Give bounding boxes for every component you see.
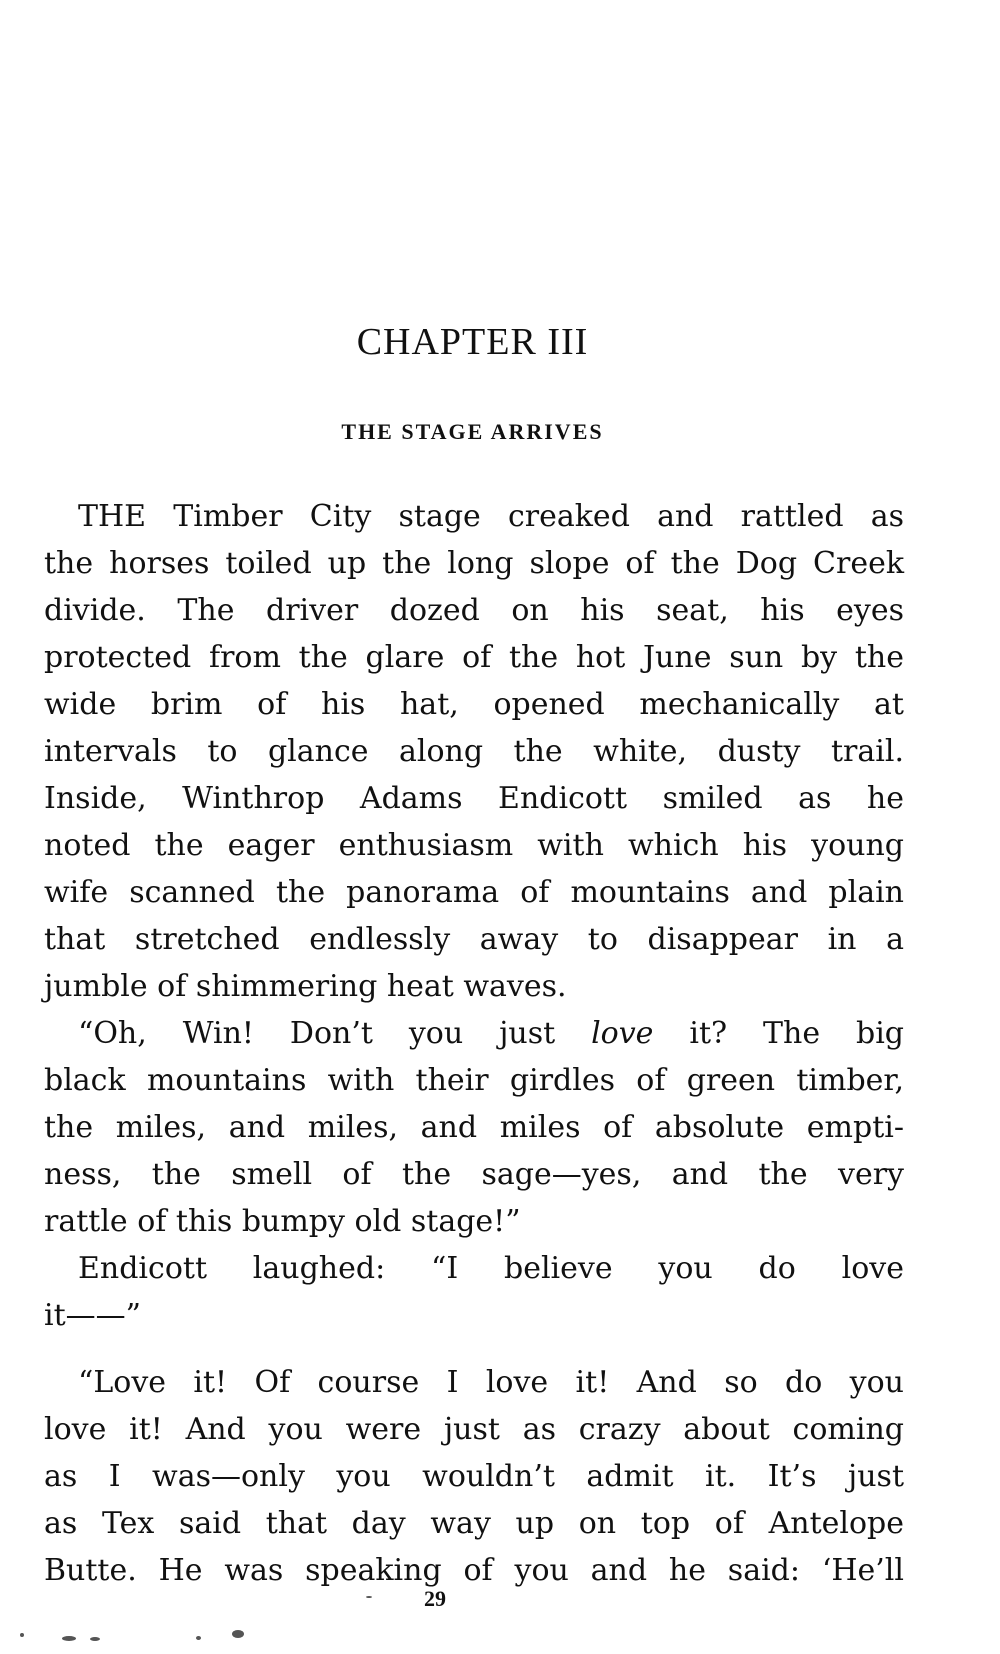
text-line: love it! And you were just as crazy about coming [44,1412,904,1447]
text-line: Endicott laughed: “I believe you do love [78,1251,904,1286]
text-line: rattle of this bumpy old stage!” [44,1204,521,1239]
paragraph [44,1245,904,1339]
paragraph-gap [44,1339,904,1359]
text-line: it——” [44,1298,141,1333]
text-line: as Tex said that day way up on top of Antelope [44,1506,904,1541]
emphasized-word: love [591,1016,654,1051]
text-line: Inside, Winthrop Adams Endicott smiled as he [44,781,904,816]
text-line: that stretched endlessly away to disappear in a [44,922,904,957]
page-number: 29 [424,1586,446,1611]
text-line: the horses toiled up the long slope of the Dog Creek [44,546,904,581]
opening-word: THE [78,499,147,534]
text-line: black mountains with their girdles of green timber, [44,1063,904,1098]
paragraph [44,1010,904,1245]
text-line: as I was—only you wouldn’t admit it. It’s just [44,1459,904,1494]
text-line [44,1010,904,1057]
scan-speck [366,1596,372,1598]
text-line: Butte. He was speaking of you and he said: ‘He’ll [44,1553,904,1588]
text-line: wide brim of his hat, opened mechanically at [44,687,904,722]
text-line: wife scanned the panorama of mountains and plain [44,875,904,910]
text-line: intervals to glance along the white, dusty trail. [44,734,904,769]
text-line: divide. The driver dozed on his seat, his eyes [44,593,904,628]
text-line: the miles, and miles, and miles of absolute empti- [44,1110,904,1145]
paragraph [44,1359,904,1594]
text-line: ness, the smell of the sage—yes, and the very [44,1157,904,1192]
text-segment: Timber City stage creaked and rattled as [146,499,904,534]
text-line: jumble of shimmering heat waves. [44,969,567,1004]
text-segment: it? The big [653,1016,904,1051]
paragraph [44,493,904,1010]
scan-speck [232,1630,244,1638]
chapter-heading: CHAPTER III [356,321,589,363]
scan-speck [196,1636,201,1640]
text-line: protected from the glare of the hot June sun by the [44,640,904,675]
scan-speck [62,1636,76,1641]
scan-speck [20,1633,24,1637]
chapter-title: THE STAGE ARRIVES [341,419,604,444]
scan-speck [90,1637,100,1641]
body-text [44,493,904,1594]
text-line [44,493,904,540]
text-line: “Love it! Of course I love it! And so do you [78,1365,904,1400]
text-segment: “Oh, Win! Don’t you just [78,1016,592,1051]
text-line: noted the eager enthusiasm with which his young [44,828,904,863]
